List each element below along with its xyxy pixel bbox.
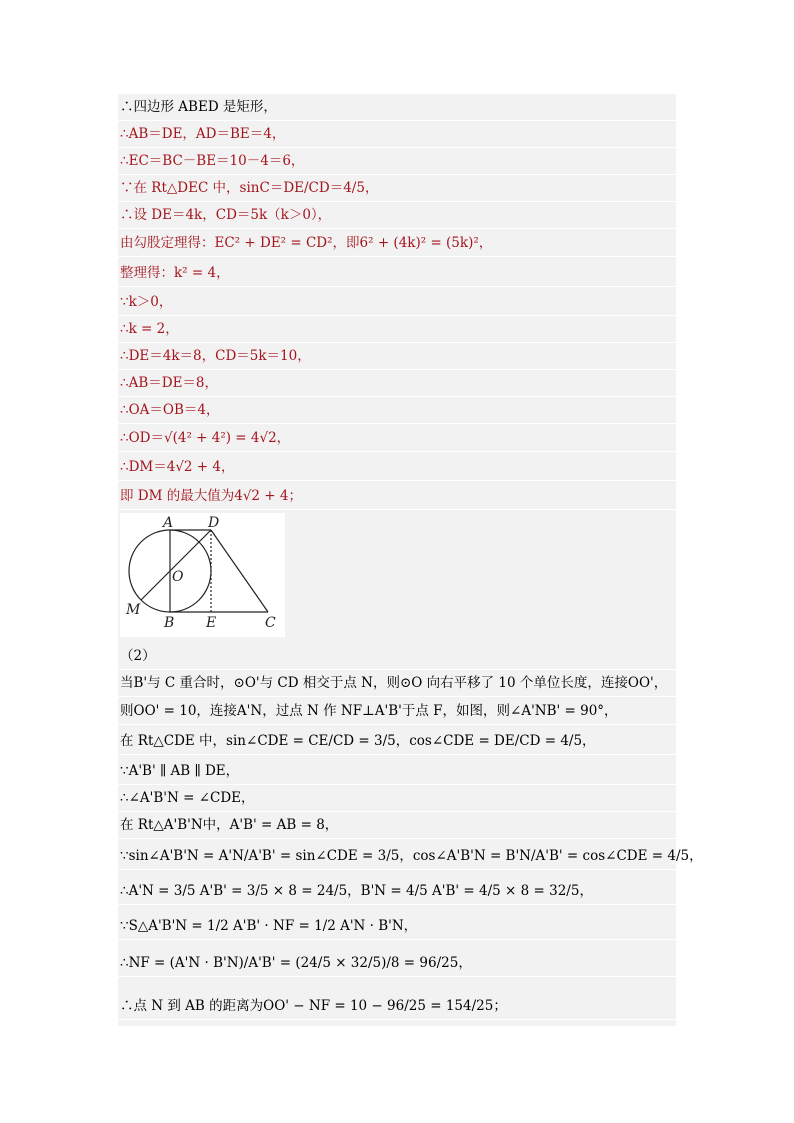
solution-line: ∵sin∠A'B'N = A'N/A'B' = sin∠CDE = 3/5，cos∠A'B'N = B'N/A'B' = cos∠CDE = 4/5，: [118, 843, 676, 870]
solution-line: （2）: [118, 643, 676, 670]
solution-line: ∵在 Rt△DEC 中，sinC＝DE/CD＝4/5，: [118, 175, 676, 202]
solution-line: ∴OD＝√(4² + 4²) = 4√2，: [118, 425, 676, 452]
label-d: D: [208, 515, 220, 531]
label-o: O: [172, 569, 184, 585]
solution-line: 由勾股定理得：EC² + DE² = CD²，即6² + (4k)² = (5k)²，: [118, 230, 676, 257]
label-a: A: [163, 515, 174, 531]
solution-line: ∴k = 2，: [118, 316, 676, 343]
solution-line: ∵k＞0，: [118, 289, 676, 316]
solution-line: 当B'与 C 重合时，⊙O'与 CD 相交于点 N，则⊙O 向右平移了 10 个单位长度，连接OO'，: [118, 670, 676, 697]
segment-dc: [211, 530, 268, 612]
solution-line: 整理得：k² = 4，: [118, 260, 676, 287]
solution-line: ∵S△A'B'N = 1/2 A'B' · NF = 1/2 A'N · B'N，: [118, 913, 676, 940]
solution-line: ∴四边形 ABED 是矩形，: [118, 94, 676, 121]
solution-line: ∴OA＝OB＝4，: [118, 397, 676, 424]
solution-line: ∴AB＝DE＝8，: [118, 370, 676, 397]
geometry-figure: [120, 513, 285, 637]
solution-line: 即 DM 的最大值为4√2 + 4；: [118, 483, 676, 510]
label-c: C: [265, 615, 276, 631]
geometry-figure-svg: [120, 513, 285, 637]
label-b: B: [164, 615, 175, 631]
segment-dm: [141, 530, 211, 600]
solution-line: ∴NF = (A'N · B'N)/A'B' = (24/5 × 32/5)/8 = 96/25，: [118, 950, 676, 977]
solution-line: ∴AB＝DE，AD＝BE＝4，: [118, 121, 676, 148]
solution-line: 在 Rt△CDE 中，sin∠CDE = CE/CD = 3/5，cos∠CDE = DE/CD = 4/5，: [118, 728, 676, 755]
solution-line: ∵A'B' ∥ AB ∥ DE，: [118, 758, 676, 785]
solution-line: ∴EC＝BC－BE＝10－4＝6，: [118, 148, 676, 175]
solution-line: 在 Rt△A'B'N中，A'B' = AB = 8，: [118, 812, 676, 839]
label-e: E: [206, 615, 217, 631]
solution-line: ∴点 N 到 AB 的距离为OO' − NF = 10 − 96/25 = 154/25；: [118, 993, 676, 1020]
solution-line: ∴∠A'B'N = ∠CDE，: [118, 785, 676, 812]
solution-line: ∴A'N = 3/5 A'B' = 3/5 × 8 = 24/5，B'N = 4/5 A'B' = 4/5 × 8 = 32/5，: [118, 878, 676, 905]
solution-line: ∴设 DE＝4k，CD＝5k（k＞0），: [118, 202, 676, 229]
solution-line: ∴DM＝4√2 + 4，: [118, 454, 676, 481]
label-m: M: [126, 602, 141, 618]
solution-line: 则OO' = 10，连接A'N，过点 N 作 NF⊥A'B'于点 F，如图，则∠A'NB' = 90°，: [118, 698, 676, 725]
solution-line: ∴DE＝4k＝8，CD＝5k＝10，: [118, 343, 676, 370]
